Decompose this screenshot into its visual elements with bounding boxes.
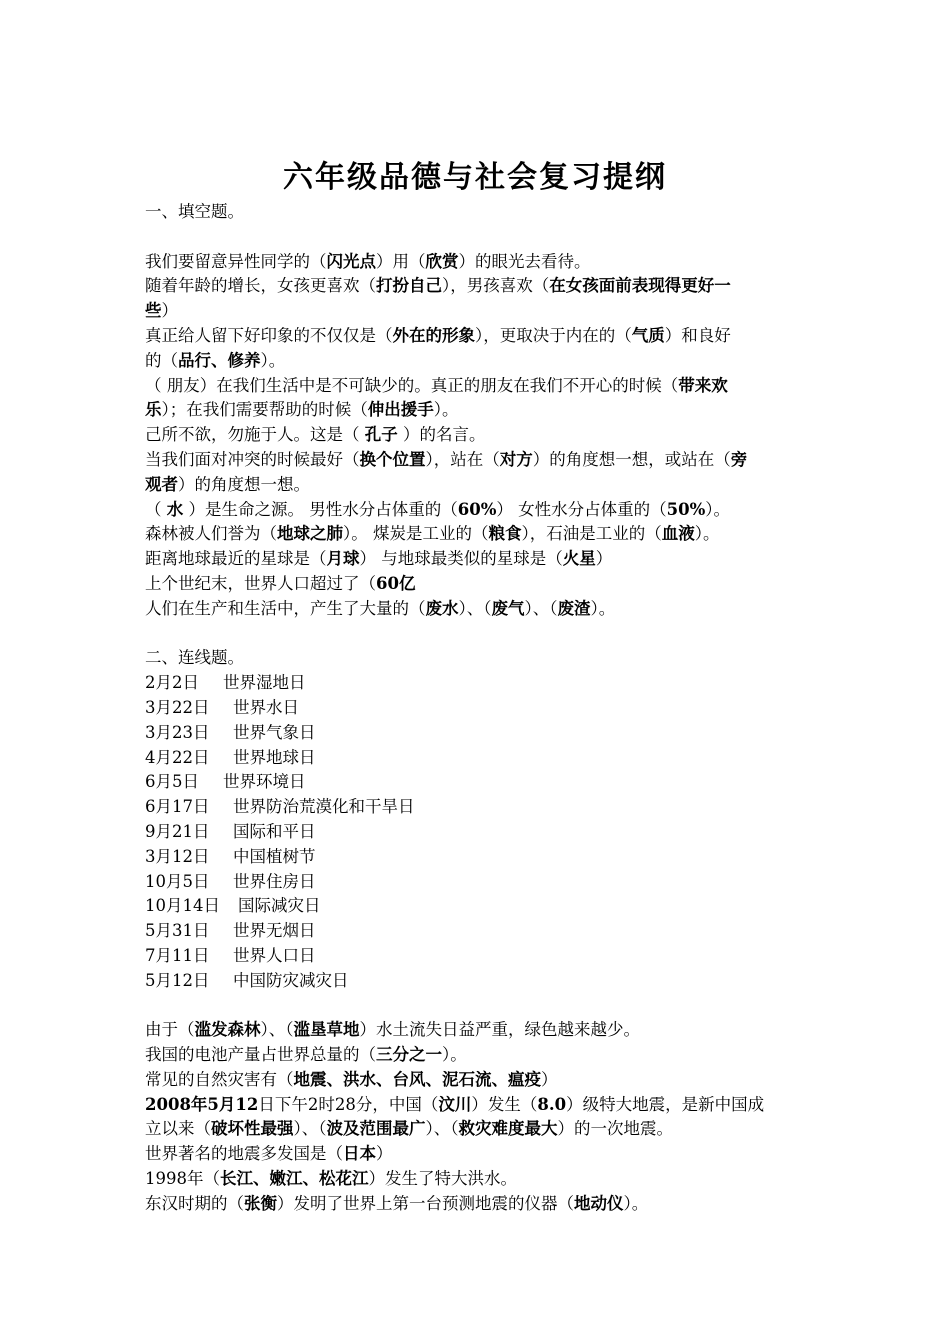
answer-text: 品行、修养 bbox=[178, 350, 261, 370]
text-line bbox=[145, 374, 813, 399]
event-text: 国际减灾日 bbox=[238, 896, 321, 916]
more-fill-in-section bbox=[145, 1018, 813, 1216]
question-text: ） bbox=[541, 1069, 558, 1089]
text-line bbox=[145, 274, 813, 299]
event-text: 中国植树节 bbox=[233, 846, 316, 866]
question-text: 我们要留意异性同学的（ bbox=[145, 251, 327, 271]
answer-text: 对方 bbox=[499, 449, 533, 469]
matching-item bbox=[145, 770, 813, 795]
event-text: 世界水日 bbox=[233, 697, 299, 717]
matching-item bbox=[145, 820, 813, 845]
blank-line bbox=[145, 994, 813, 1019]
answer-text: 50% bbox=[666, 499, 706, 519]
question-text: ）的眼光去看待。 bbox=[458, 251, 591, 271]
answer-text: 地震、洪水、台风、泥石流、瘟疫 bbox=[293, 1069, 541, 1089]
question-text: ）。 bbox=[705, 499, 731, 519]
question-text: ），男孩喜欢（ bbox=[442, 276, 550, 296]
date-text: 9月21日 bbox=[145, 821, 210, 841]
question-text: ）。 bbox=[433, 400, 459, 420]
matching-section bbox=[145, 671, 813, 993]
answer-text: 乐 bbox=[145, 400, 162, 420]
question-text: ）；在我们需要帮助的时候（ bbox=[161, 400, 368, 420]
question-text: ）的名言。 bbox=[397, 425, 486, 445]
matching-item bbox=[145, 795, 813, 820]
question-text: 日下午2时28分，中国（ bbox=[258, 1094, 439, 1114]
question-text: ）的一次地震。 bbox=[557, 1119, 673, 1139]
answer-text: 60亿 bbox=[376, 573, 416, 593]
matching-item bbox=[145, 671, 813, 696]
question-text: 森林被人们誉为（ bbox=[145, 524, 277, 544]
event-text: 世界人口日 bbox=[233, 945, 316, 965]
section1-heading: 一、填空题。 bbox=[145, 202, 244, 221]
question-text: 东汉时期的（ bbox=[145, 1193, 244, 1213]
matching-item bbox=[145, 870, 813, 895]
question-text: ）级特大地震，是新中国成 bbox=[566, 1094, 765, 1114]
question-text: 世界著名的地震多发国是（ bbox=[145, 1144, 343, 1164]
answer-text: 换个位置 bbox=[359, 449, 426, 469]
matching-item bbox=[145, 721, 813, 746]
date-text: 6月17日 bbox=[145, 797, 210, 817]
matching-item bbox=[145, 845, 813, 870]
answer-text: 火星 bbox=[562, 549, 596, 569]
question-text: 当我们面对冲突的时候最好（ bbox=[145, 449, 360, 469]
question-text: ），站在（ bbox=[425, 449, 500, 469]
event-text: 中国防灾减灾日 bbox=[233, 970, 349, 990]
matching-item bbox=[145, 944, 813, 969]
question-text: ）的角度想一想。 bbox=[178, 474, 310, 494]
matching-item bbox=[145, 969, 813, 994]
question-text: ）。 bbox=[442, 1045, 467, 1065]
answer-text: 三分之一 bbox=[376, 1045, 442, 1065]
answer-text: 水 bbox=[166, 499, 184, 519]
question-text: ），石油是工业的（ bbox=[521, 524, 662, 544]
text-line bbox=[145, 473, 813, 498]
event-text: 世界住房日 bbox=[233, 871, 316, 891]
question-text: ）水土流失日益严重，绿色越来越少。 bbox=[359, 1020, 640, 1040]
answer-text: 血液 bbox=[661, 524, 695, 544]
answer-text: 废渣 bbox=[557, 598, 591, 618]
answer-text: 地动仪 bbox=[574, 1193, 624, 1213]
date-text: 3月23日 bbox=[145, 722, 210, 742]
question-text: ）发生（ bbox=[471, 1094, 538, 1114]
question-text: ）、（ bbox=[458, 598, 492, 618]
text-line bbox=[145, 299, 813, 324]
question-text: ） 与地球最类似的星球是（ bbox=[359, 549, 563, 569]
question-text: 常见的自然灾害有（ bbox=[145, 1069, 294, 1089]
text-line bbox=[145, 522, 813, 547]
answer-text: 外在的形象 bbox=[392, 325, 475, 345]
answer-text: 月球 bbox=[326, 549, 360, 569]
answer-text: 滥发森林 bbox=[194, 1020, 261, 1040]
text-line bbox=[145, 448, 813, 473]
date-text: 2月2日 bbox=[145, 673, 199, 693]
event-text: 国际和平日 bbox=[233, 821, 316, 841]
text-line bbox=[145, 1043, 813, 1068]
question-text: 立以来（ bbox=[145, 1119, 211, 1139]
question-text: ）。 bbox=[260, 350, 286, 370]
text-line bbox=[145, 324, 813, 349]
question-text: ）。 bbox=[694, 524, 720, 544]
fill-in-section bbox=[145, 250, 813, 622]
date-text: 7月11日 bbox=[145, 945, 210, 965]
event-text: 世界无烟日 bbox=[233, 921, 316, 941]
question-text: 己所不欲，勿施于人。这是（ bbox=[145, 425, 365, 445]
question-text: ） 女性水分占体重的（ bbox=[496, 499, 667, 519]
question-text: 由于（ bbox=[145, 1020, 195, 1040]
question-text: （ 朋友）在我们生活中是不可缺少的。真正的朋友在我们不开心的时候（ bbox=[145, 375, 679, 395]
text-line bbox=[145, 398, 813, 423]
question-text: ）发明了世界上第一台预测地震的仪器（ bbox=[277, 1193, 574, 1213]
text-line bbox=[145, 1093, 813, 1118]
matching-item bbox=[145, 919, 813, 944]
answer-text: 8.0 bbox=[537, 1094, 567, 1114]
question-text: 人们在生产和生活中，产生了大量的（ bbox=[145, 598, 426, 618]
question-text: 随着年龄的增长，女孩更喜欢（ bbox=[145, 276, 376, 296]
document-body bbox=[145, 200, 813, 1217]
date-text: 4月22日 bbox=[145, 747, 210, 767]
event-text: 世界地球日 bbox=[233, 747, 316, 767]
question-text: ）和良好 bbox=[664, 325, 731, 345]
question-text: ）、（ bbox=[293, 1119, 327, 1139]
answer-text: 粮食 bbox=[488, 524, 522, 544]
text-line bbox=[145, 547, 813, 572]
answer-text: 汶川 bbox=[438, 1094, 472, 1114]
text-line bbox=[145, 1167, 813, 1192]
date-text: 10月5日 bbox=[145, 871, 210, 891]
question-text: ）是生命之源。 男性水分占体重的（ bbox=[183, 499, 458, 519]
text-line bbox=[145, 423, 813, 448]
answer-text: 日本 bbox=[343, 1144, 376, 1164]
question-text: ）发生了特大洪水。 bbox=[368, 1169, 517, 1189]
question-text: ）。 bbox=[590, 598, 616, 618]
answer-text: 长江、嫩江、松花江 bbox=[220, 1169, 369, 1189]
answer-text: 废水 bbox=[425, 598, 459, 618]
question-text: ）用（ bbox=[376, 251, 426, 271]
question-text: ），更取决于内在的（ bbox=[475, 325, 632, 345]
text-line bbox=[145, 349, 813, 374]
answer-text: 欣赏 bbox=[425, 251, 459, 271]
question-text: 距离地球最近的星球是（ bbox=[145, 549, 327, 569]
question-text: ）、（ bbox=[260, 1020, 294, 1040]
event-text: 世界气象日 bbox=[233, 722, 316, 742]
matching-item bbox=[145, 696, 813, 721]
answer-text: 滥垦草地 bbox=[293, 1020, 360, 1040]
matching-item bbox=[145, 894, 813, 919]
event-text: 世界湿地日 bbox=[223, 673, 306, 693]
answer-text: 在女孩面前表现得更好一 bbox=[549, 276, 731, 296]
text-line bbox=[145, 597, 813, 622]
date-text: 5月12日 bbox=[145, 970, 210, 990]
answer-text: 波及范围最广 bbox=[326, 1119, 426, 1139]
answer-text: 气质 bbox=[631, 325, 665, 345]
question-text: ）。 煤炭是工业的（ bbox=[343, 524, 489, 544]
question-text: （ bbox=[145, 499, 167, 519]
answer-text: 带来欢 bbox=[678, 375, 728, 395]
section2-heading: 二、连线题。 bbox=[145, 648, 244, 668]
question-text: 1998年（ bbox=[145, 1169, 220, 1189]
answer-text: 些 bbox=[145, 301, 162, 321]
question-text: 上个世纪末，世界人口超过了（ bbox=[145, 573, 376, 593]
event-text: 世界环境日 bbox=[223, 772, 306, 792]
text-line bbox=[145, 1117, 813, 1142]
text-line bbox=[145, 250, 813, 275]
question-text: ） bbox=[376, 1144, 393, 1164]
text-line bbox=[145, 572, 813, 597]
blank-line bbox=[145, 225, 813, 250]
answer-text: 破坏性最强 bbox=[211, 1119, 294, 1139]
question-text: ）的角度想一想，或站在（ bbox=[532, 449, 731, 469]
text-line bbox=[145, 1142, 813, 1167]
question-text: 的（ bbox=[145, 350, 178, 370]
answer-text: 废气 bbox=[491, 598, 525, 618]
answer-text: 张衡 bbox=[244, 1193, 277, 1213]
answer-text: 观者 bbox=[145, 474, 178, 494]
event-text: 世界防治荒漠化和干旱日 bbox=[233, 797, 415, 817]
answer-text: 60% bbox=[457, 499, 497, 519]
question-text: ）、（ bbox=[425, 1119, 459, 1139]
question-text: ）、（ bbox=[524, 598, 558, 618]
date-text: 3月22日 bbox=[145, 697, 210, 717]
blank-line bbox=[145, 622, 813, 647]
question-text: ） bbox=[161, 301, 178, 321]
date-text: 5月31日 bbox=[145, 921, 210, 941]
matching-item bbox=[145, 746, 813, 771]
answer-text: 孔子 bbox=[364, 425, 398, 445]
answer-text: 伸出援手 bbox=[367, 400, 434, 420]
answer-text: 旁 bbox=[730, 449, 748, 469]
text-line bbox=[145, 1068, 813, 1093]
answer-text: 打扮自己 bbox=[376, 276, 442, 296]
text-line bbox=[145, 498, 813, 523]
date-text: 6月5日 bbox=[145, 772, 199, 792]
question-text: 真正给人留下好印象的不仅仅是（ bbox=[145, 325, 393, 345]
question-text: ） bbox=[595, 549, 613, 569]
text-line bbox=[145, 1018, 813, 1043]
date-text: 10月14日 bbox=[145, 896, 220, 916]
question-text: ）。 bbox=[623, 1193, 649, 1213]
answer-text: 2008年5月12 bbox=[145, 1094, 259, 1114]
document-title: 六年级品德与社会复习提纲 bbox=[283, 160, 667, 195]
answer-text: 闪光点 bbox=[326, 251, 376, 271]
question-text: 我国的电池产量占世界总量的（ bbox=[145, 1045, 376, 1065]
date-text: 3月12日 bbox=[145, 846, 210, 866]
text-line bbox=[145, 1192, 813, 1217]
answer-text: 救灾难度最大 bbox=[458, 1119, 558, 1139]
answer-text: 地球之肺 bbox=[277, 524, 343, 544]
